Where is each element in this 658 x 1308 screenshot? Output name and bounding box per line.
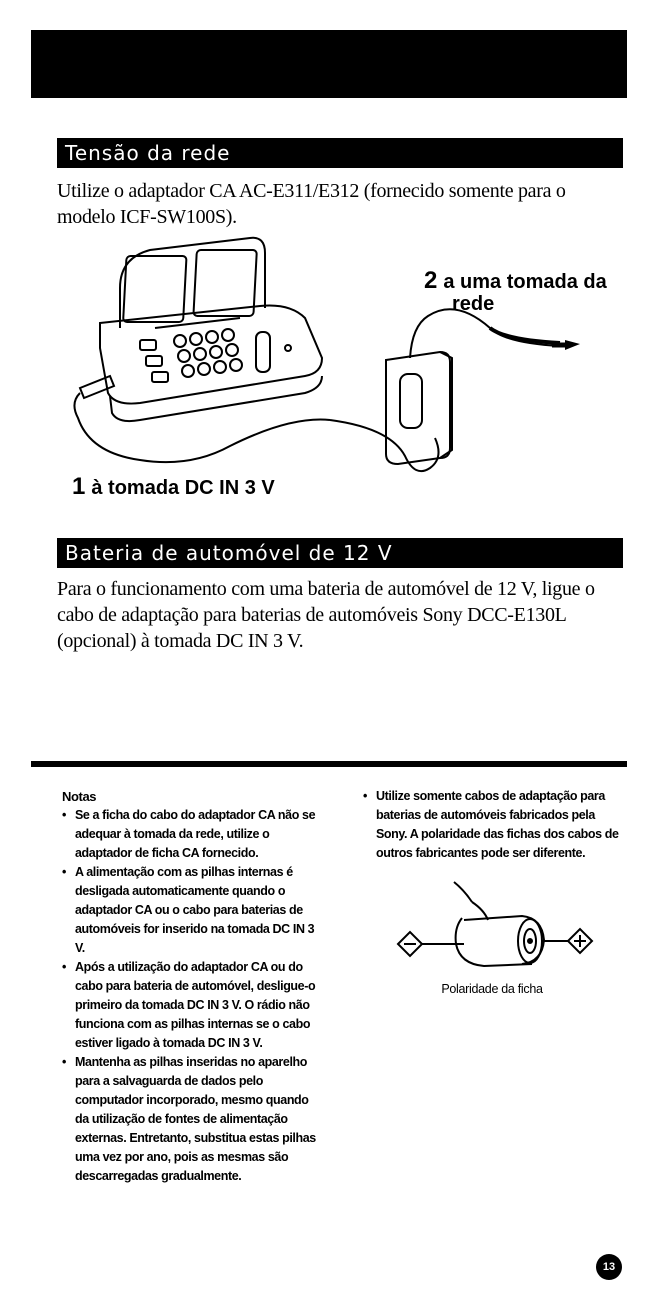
polarity-caption: Polaridade da ficha xyxy=(441,982,543,996)
notes-column-right xyxy=(363,787,625,863)
callout-mains-line1: a uma tomada da xyxy=(443,271,607,293)
header-bar xyxy=(31,30,627,98)
note-item: • A alimentação com as pilhas internas é desligada automaticamente quando o adaptador CA ou o cabo para baterias de automóveis for inserido na tomada DC IN 3 V. xyxy=(62,863,324,958)
section-heading-mains: Tensão da rede xyxy=(57,138,623,168)
note-item: • Utilize somente cabos de adaptação para baterias de automóveis fabricados pela Sony. A polaridade das fichas dos cabos de outros fabricantes pode ser diferente. xyxy=(363,787,625,863)
page-number-badge: 13 xyxy=(596,1254,622,1280)
callout-dc-in-jack xyxy=(72,473,275,500)
divider-rule xyxy=(31,761,627,767)
callout-mains-outlet xyxy=(424,267,607,315)
note-item: • Após a utilização do adaptador CA ou do cabo para bateria de automóvel, desligue-o primeiro da tomada DC IN 3 V. O rádio não funciona com as pilhas internas se o cabo estiver ligado à tomada DC IN 3 V. xyxy=(62,958,324,1053)
mains-instructions: Utilize o adaptador CA AC-E311/E312 (fornecido somente para o modelo ICF-SW100S). xyxy=(57,180,566,228)
section-heading-car-battery: Bateria de automóvel de 12 V xyxy=(57,538,623,568)
notes-column-left xyxy=(62,787,324,1186)
callout-dc-number: 1 xyxy=(72,473,86,500)
note-item: • Mantenha as pilhas inseridas no aparelho para a salvaguarda de dados pelo computador incorporado, mesmo quando da utilização de fontes de alimentação externas. Entretanto, substitua estas pilhas uma vez por ano, pois as mesmas são descarregadas gradualmente. xyxy=(62,1053,324,1186)
callout-mains-line2: rede xyxy=(452,293,495,315)
notes-title: Notas xyxy=(62,789,97,804)
car-battery-instructions: Para o funcionamento com uma bateria de automóvel de 12 V, ligue o cabo de adaptação para baterias de automóveis Sony DCC-E130L (opcional) à tomada DC IN 3 V. xyxy=(57,578,595,652)
plug-polarity-diagram xyxy=(392,868,602,978)
callout-dc-text: à tomada DC IN 3 V xyxy=(91,477,275,499)
note-item: • Se a ficha do cabo do adaptador CA não se adequar à tomada da rede, utilize o adaptador de ficha CA fornecido. xyxy=(62,806,324,863)
callout-mains-number: 2 xyxy=(424,267,438,294)
